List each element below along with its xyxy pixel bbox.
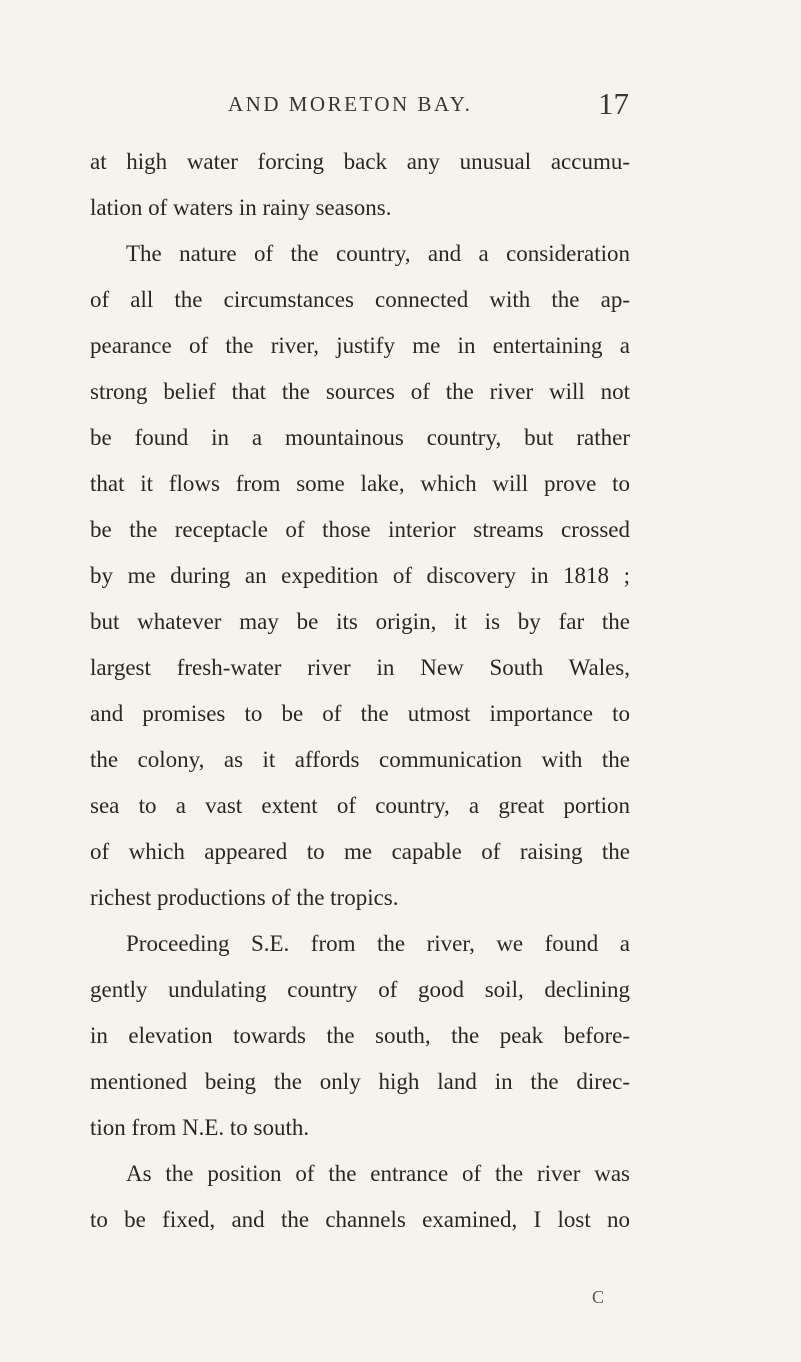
running-head: AND MORETON BAY. xyxy=(228,92,473,116)
text-line: The nature of the country, and a consideration xyxy=(126,241,630,266)
text-line: richest productions of the tropics. xyxy=(90,885,399,910)
text-line: but whatever may be its origin, it is by far the xyxy=(90,609,630,634)
signature-mark: C xyxy=(592,1287,605,1307)
text-line: the colony, as it affords communication with the xyxy=(90,747,630,772)
text-line: mentioned being the only high land in the direc- xyxy=(90,1069,630,1094)
text-line: largest fresh-water river in New South Wales, xyxy=(90,655,630,680)
text-line: of all the circumstances connected with the ap- xyxy=(90,287,630,312)
text-line: tion from N.E. to south. xyxy=(90,1115,310,1140)
text-line: by me during an expedition of discovery in 1818 ; xyxy=(90,563,630,588)
text-line: As the position of the entrance of the river was xyxy=(126,1161,630,1186)
text-line: to be fixed, and the channels examined, I lost no xyxy=(90,1207,630,1232)
text-line: at high water forcing back any unusual accumu- xyxy=(90,149,630,174)
text-line: that it flows from some lake, which will prove to xyxy=(90,471,630,496)
text-line: sea to a vast extent of country, a great portion xyxy=(90,793,630,818)
text-line: Proceeding S.E. from the river, we found a xyxy=(126,931,630,956)
body-text xyxy=(90,139,630,1243)
text-line: lation of waters in rainy seasons. xyxy=(90,195,392,220)
text-line: and promises to be of the utmost importance to xyxy=(90,701,630,726)
text-line: be found in a mountainous country, but rather xyxy=(90,425,630,450)
text-line: of which appeared to me capable of raising the xyxy=(90,839,630,864)
text-line: gently undulating country of good soil, declining xyxy=(90,977,630,1002)
text-line: be the receptacle of those interior streams crossed xyxy=(90,517,630,542)
text-line: strong belief that the sources of the river will not xyxy=(90,379,630,404)
text-line: in elevation towards the south, the peak before- xyxy=(90,1023,630,1048)
page-number: 17 xyxy=(598,86,629,121)
text-line: pearance of the river, justify me in entertaining a xyxy=(90,333,630,358)
